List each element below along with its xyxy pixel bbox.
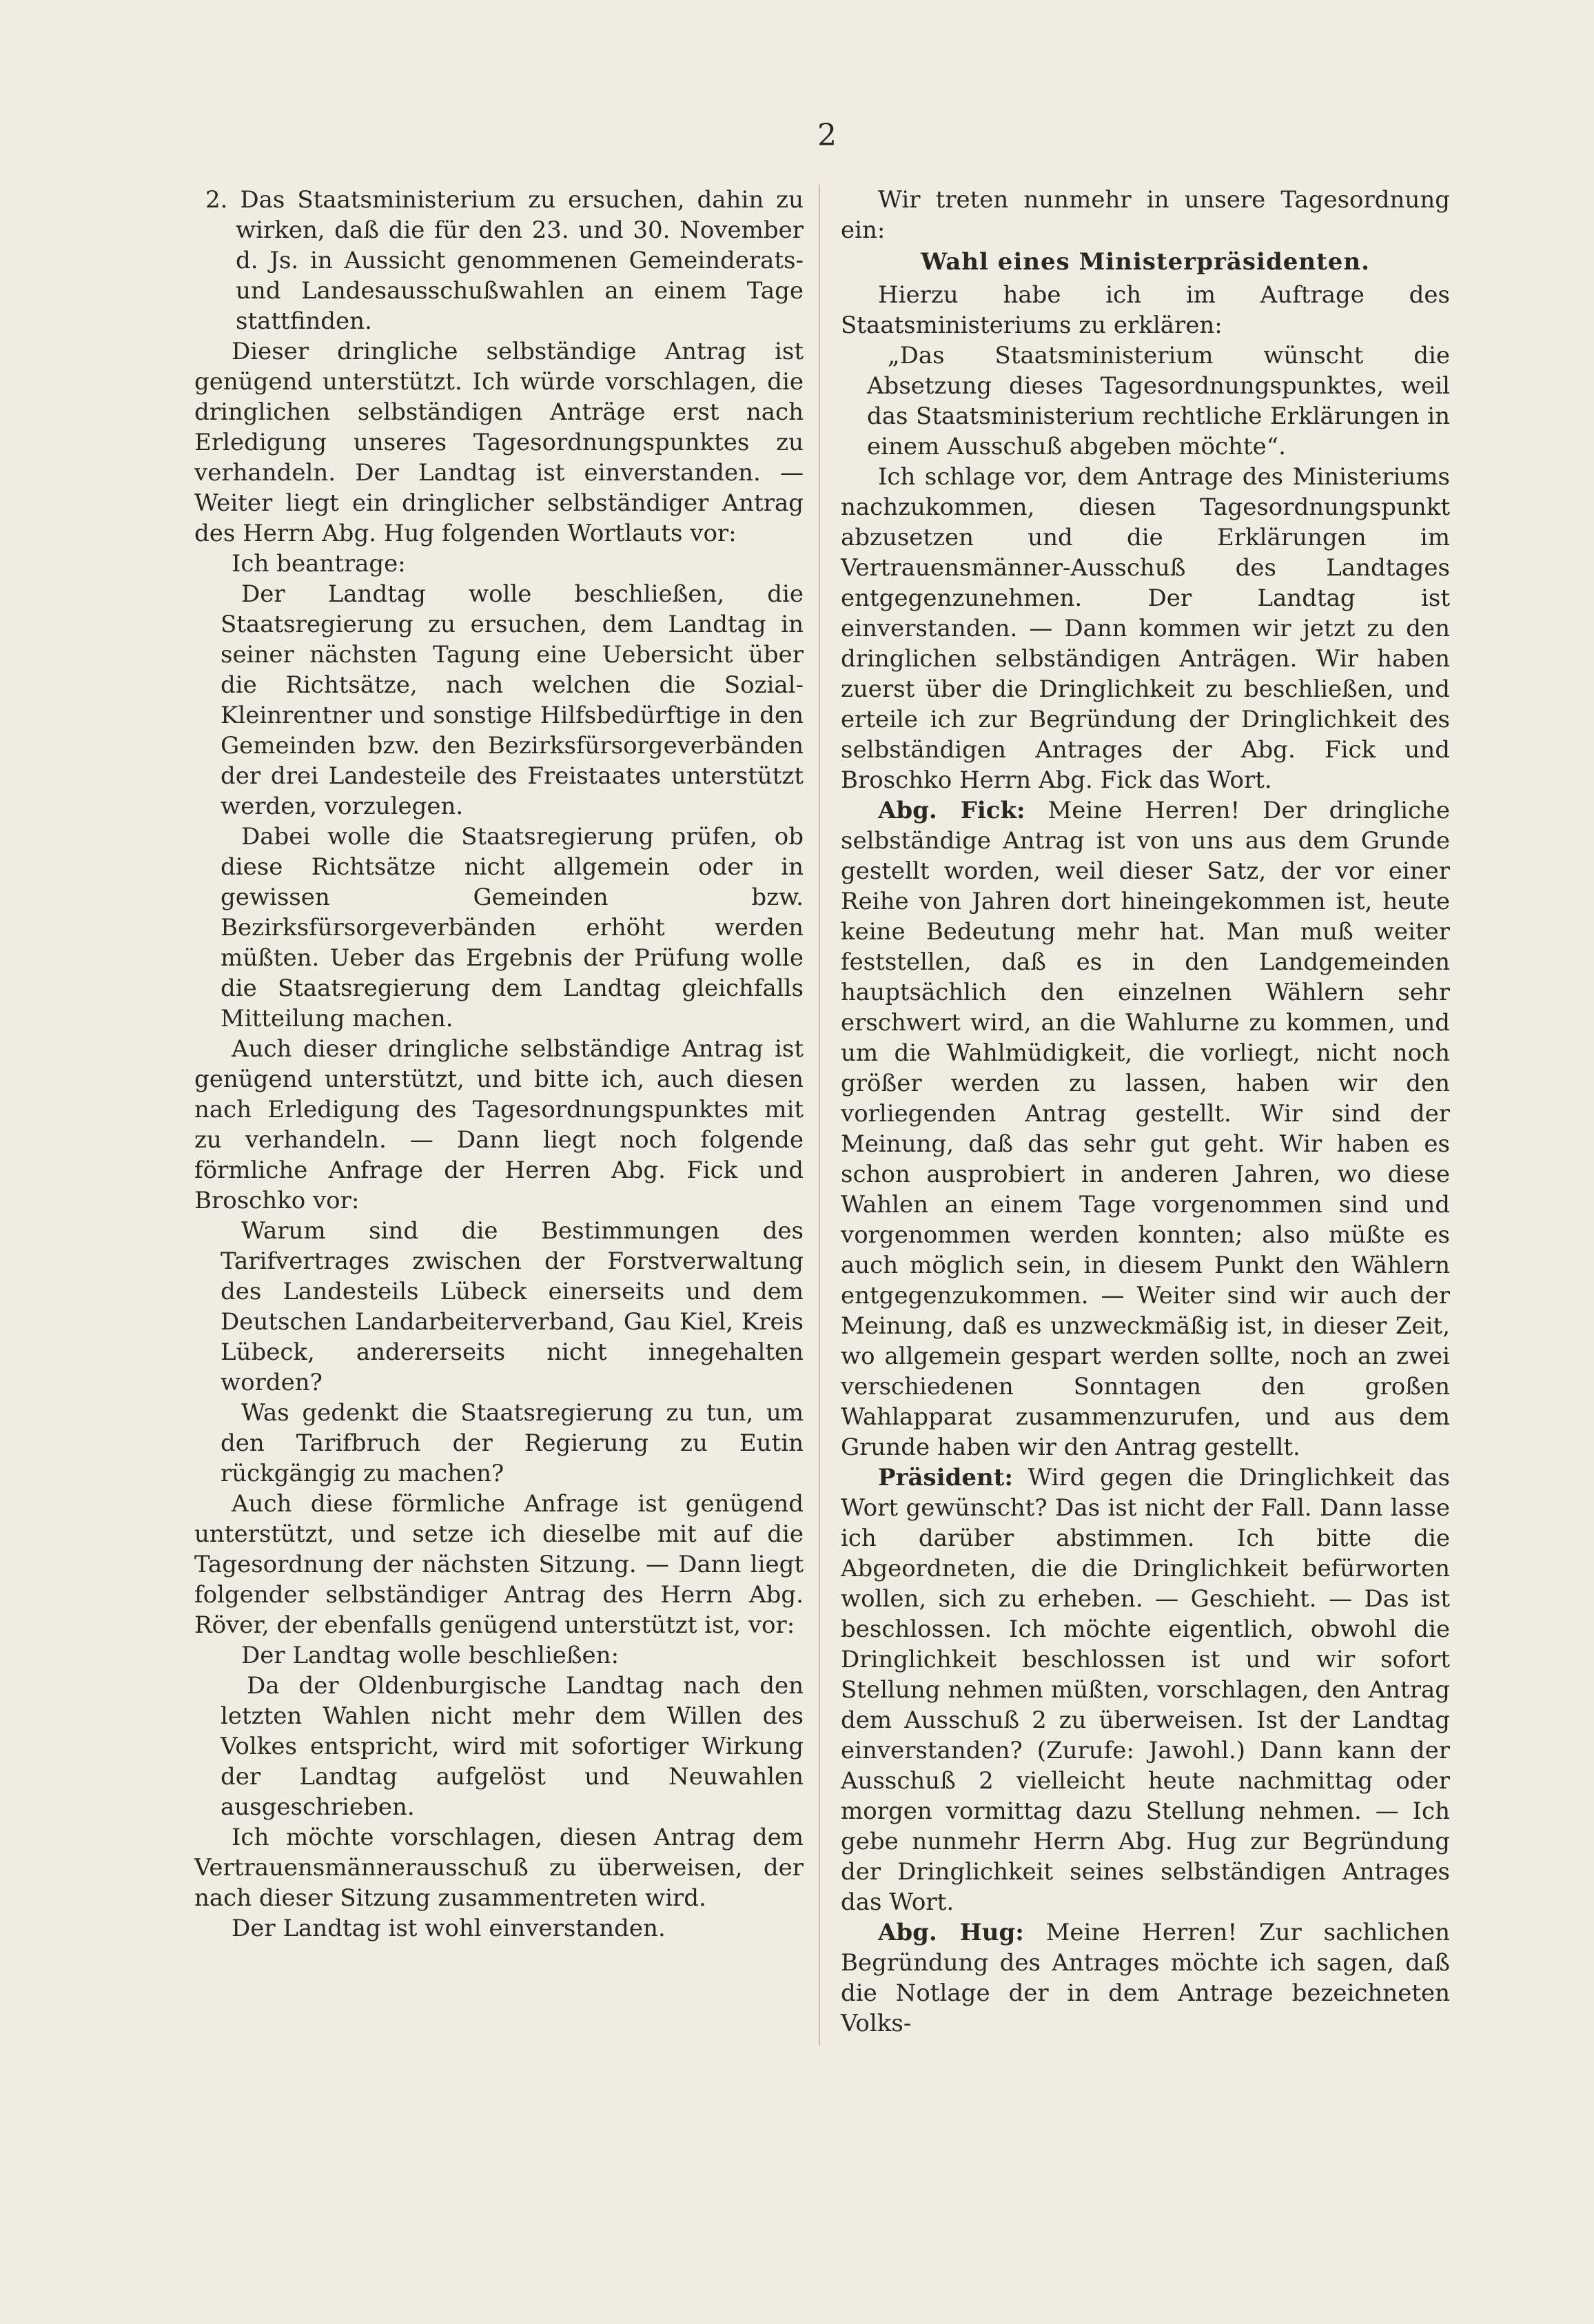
column-divider (819, 185, 820, 2046)
section-heading: Wahl eines Ministerpräsidenten. (921, 248, 1370, 276)
speaker-label: Präsident: (878, 1464, 1013, 1491)
right-column (841, 185, 1450, 2039)
speech-president (841, 1462, 1450, 1917)
speech-text: Meine Herren! Zur sachlichen Begründung des Antrages möchte ich sagen, daß die Notlage der in dem Antrage bezeichneten Volks- (841, 1919, 1450, 2037)
paragraph: Ich schlage vor, dem Antrage des Ministeriums nachzukommen, diesen Tagesordnungspunkt abzusetzen und die Erklärungen im Vertrauensmänner-Ausschuß des Landtages entgegenzunehmen. Der Landtag ist einverstanden. — Dann kommen wir jetzt zu den dringlichen selbständigen Anträgen. Wir haben zuerst über die Dringlichkeit zu beschließen, und erteile ich zur Begründung der Dringlichkeit des selbständigen Antrages der Abg. Fick und Broschko Herrn Abg. Fick das Wort. (841, 463, 1450, 794)
speech-hug (841, 1917, 1450, 2039)
paragraph: Wir treten nunmehr in unsere Tagesordnung ein: (841, 186, 1450, 244)
paragraph: Ich möchte vorschlagen, diesen Antrag dem Vertrauensmännerausschuß zu überweisen, der nach dieser Sitzung zusammentreten wird. (194, 1824, 804, 1912)
speech-fick (841, 795, 1450, 1462)
speech-text: Meine Herren! Der dringliche selbständige Antrag ist von uns aus dem Grunde gestellt worden, weil dieser Satz, der vor einer Reihe von Jahren dort hineingekommen ist, heute keine Bedeutung mehr hat. Man muß weiter feststellen, daß es in den Landgemeinden hauptsächlich den einzelnen Wählern sehr erschwert wird, an die Wahlurne zu kommen, und um die Wahlmüdigkeit, die vorliegt, nicht noch größer werden zu lassen, haben wir den vorliegenden Antrag gestellt. Wir sind der Meinung, daß das sehr gut geht. Wir haben es schon ausprobiert in anderen Jahren, wo diese Wahlen an einem Tage vorgenommen sind und vorgenommen werden konnten; also müßte es auch möglich sein, in diesem Punkt den Wählern entgegenzukommen. — Weiter sind wir auch der Meinung, daß es unzweckmäßig ist, in dieser Zeit, wo allgemein gespart werden sollte, noch an zwei verschiedenen Sonntagen den großen Wahlapparat zusammenzurufen, und aus dem Grunde haben wir den Antrag gestellt. (841, 797, 1451, 1461)
page-number: 2 (817, 118, 837, 153)
motion-text: Dabei wolle die Staatsregierung prüfen, ob diese Richtsätze nicht allgemein oder in gewissen Gemeinden bzw. Bezirksfürsorgeverbänden erhöht werden müßten. Ueber das Ergebnis der Prüfung wolle die Staatsregierung dem Landtag gleichfalls Mitteilung machen. (221, 823, 804, 1032)
paragraph: Der Landtag ist wohl einverstanden. (232, 1915, 666, 1942)
speaker-label: Abg. Hug: (878, 1919, 1024, 1946)
motion-text: Der Landtag wolle beschließen, die Staatsregierung zu ersuchen, dem Landtag in seiner nächsten Tagung eine Uebersicht über die Richtsätze, nach welchen die Sozial-Kleinrentner und sonstige Hilfsbedürftige in den Gemeinden bzw. den Bezirksfürsorgeverbänden der drei Landesteile des Freistaates unterstützt werden, vorzulegen. (221, 580, 804, 820)
paragraph: Dieser dringliche selbständige Antrag ist genügend unterstützt. Ich würde vorschlagen, die dringlichen selbständigen Anträge erst nach Erledigung unseres Tagesordnungspunktes zu verhandeln. Der Landtag ist einverstanden. — Weiter liegt ein dringlicher selbständiger Antrag des Herrn Abg. Hug folgenden Wortlauts vor: (194, 338, 804, 547)
paragraph: Auch diese förmliche Anfrage ist genügend unterstützt, und setze ich dieselbe mit auf die Tagesordnung der nächsten Sitzung. — Dann liegt folgender selbständiger Antrag des Herrn Abg. Röver, der ebenfalls genügend unterstützt ist, vor: (194, 1490, 804, 1639)
motion-intro: Ich beantrage: (232, 550, 406, 578)
inquiry-text: Warum sind die Bestimmungen des Tarifvertrages zwischen der Forstverwaltung des Landesteils Lübeck einerseits und dem Deutschen Landarbeiterverband, Gau Kiel, Kreis Lübeck, andererseits nicht innegehalten worden? (221, 1217, 804, 1396)
left-column (194, 185, 804, 1944)
paragraph: Hierzu habe ich im Auftrage des Staatsministeriums zu erklären: (841, 281, 1450, 339)
motion-text: Da der Oldenburgische Landtag nach den letzten Wahlen nicht mehr dem Willen des Volkes entspricht, wird mit sofortiger Wirkung der Landtag aufgelöst und Neuwahlen ausgeschrieben. (221, 1672, 804, 1821)
speech-text: Wird gegen die Dringlichkeit das Wort gewünscht? Das ist nicht der Fall. Dann lasse ich darüber abstimmen. Ich bitte die Abgeordneten, die die Dringlichkeit befürworten wollen, sich zu erheben. — Geschieht. — Das ist beschlossen. Ich möchte eigentlich, obwohl die Dringlichkeit beschlossen ist und wir sofort Stellung nehmen müßten, vorschlagen, den Antrag dem Ausschuß 2 zu überweisen. Ist der Landtag einverstanden? (Zurufe: Jawohl.) Dann kann der Ausschuß 2 vielleicht heute nachmittag oder morgen vormittag dazu Stellung nehmen. — Ich gebe nunmehr Herrn Abg. Hug zur Begründung der Dringlichkeit seines selbständigen Antrages das Wort. (841, 1464, 1450, 1916)
motion-item-2: 2. Das Staatsministerium zu ersuchen, dahin zu wirken, daß die für den 23. und 30. November d. Js. in Aussicht genommenen Gemeinderats- und Landesausschußwahlen an einem Tage stattfinden. (205, 186, 804, 335)
paragraph: Auch dieser dringliche selbständige Antrag ist genügend unterstützt, und bitte ich, auch diesen nach Erledigung des Tagesordnungspunktes mit zu verhandeln. — Dann liegt noch folgende förmliche Anfrage der Herren Abg. Fick und Broschko vor: (194, 1035, 804, 1214)
speaker-label: Abg. Fick: (878, 797, 1025, 824)
motion-intro: Der Landtag wolle beschließen: (241, 1642, 620, 1669)
quotation: „Das Staatsministerium wünscht die Absetzung dieses Tagesordnungspunktes, weil das Staatsministerium rechtliche Erklärungen in einem Ausschuß abgeben möchte“. (867, 342, 1450, 460)
inquiry-text: Was gedenkt die Staatsregierung zu tun, um den Tarifbruch der Regierung zu Eutin rückgängig zu machen? (221, 1399, 804, 1487)
